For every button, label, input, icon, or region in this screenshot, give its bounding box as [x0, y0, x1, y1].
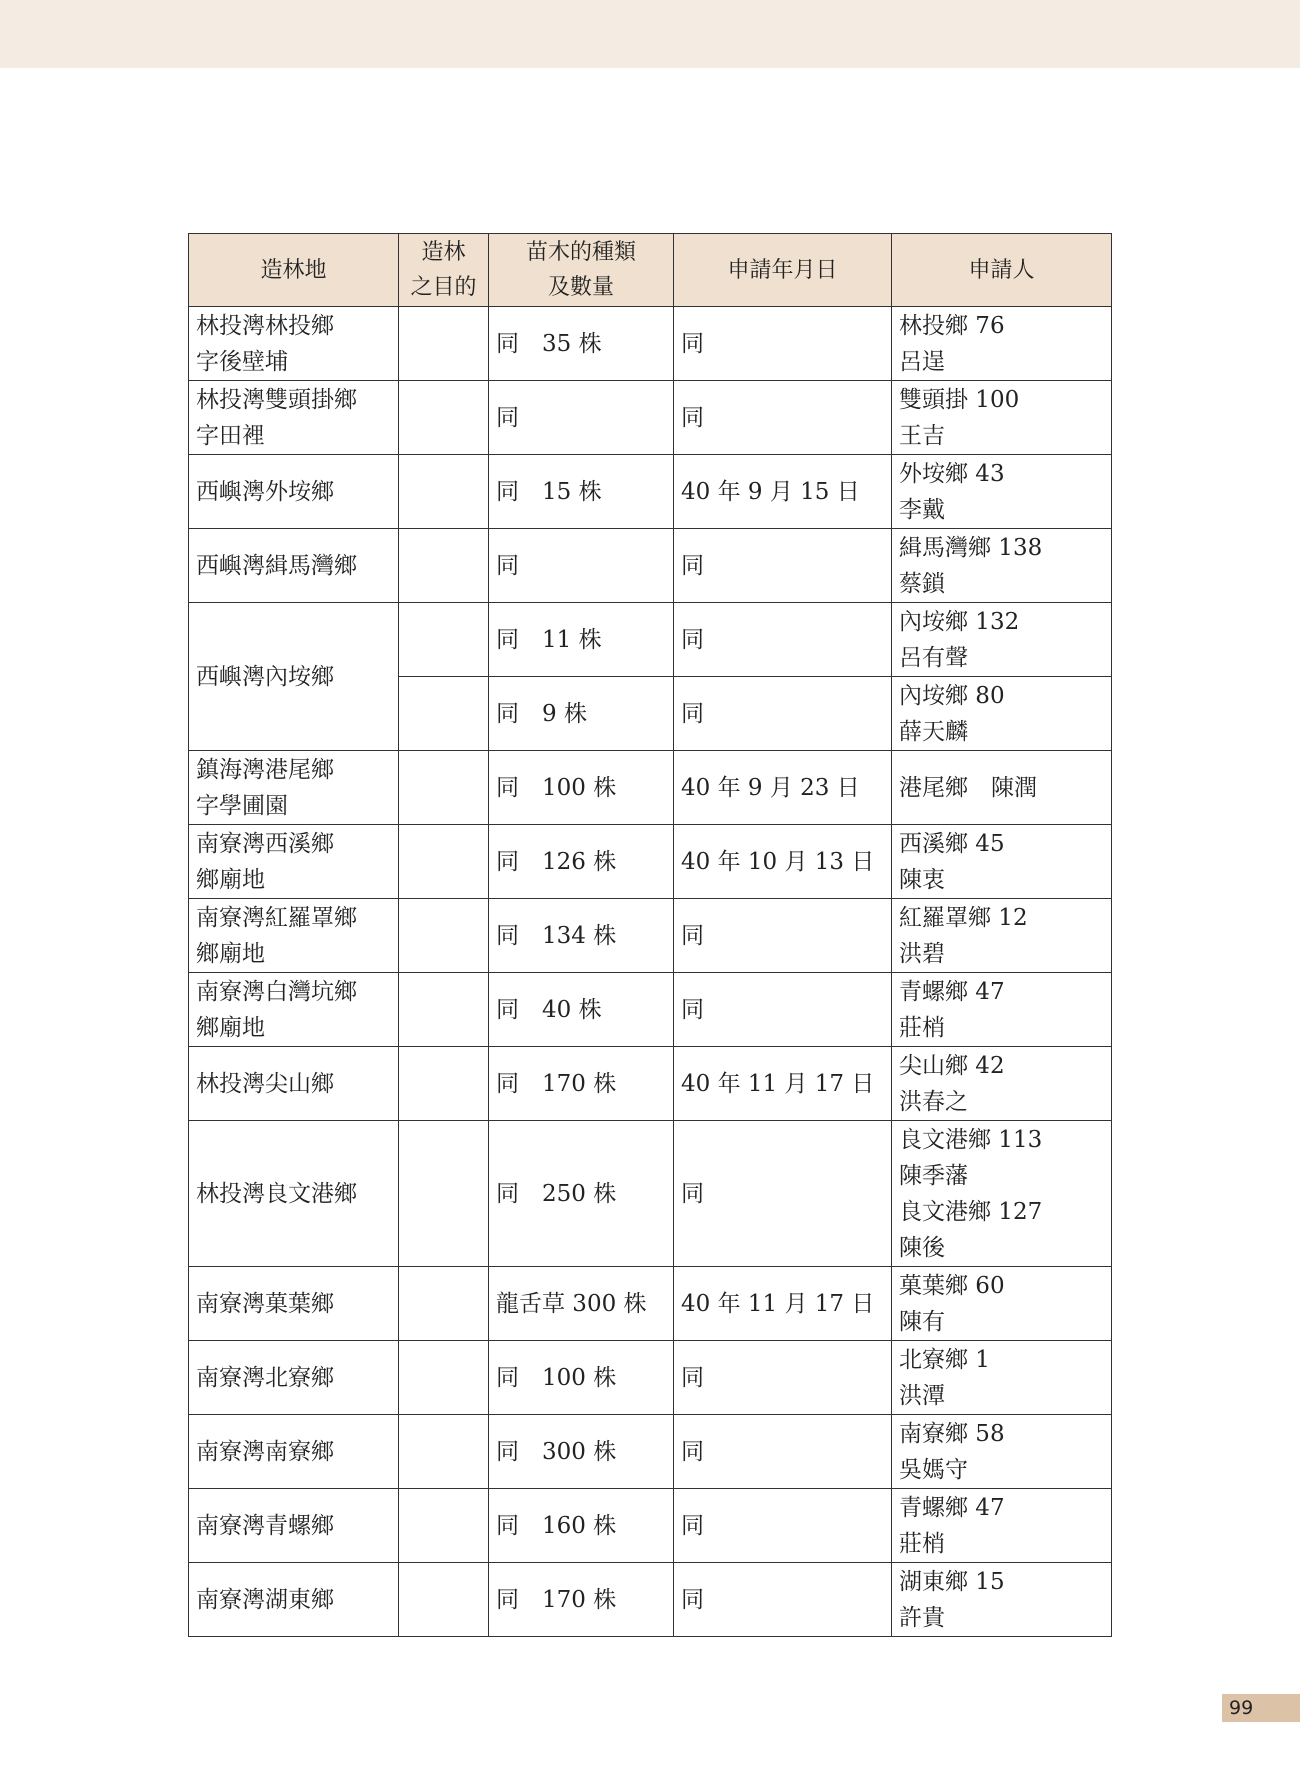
date-cell: 同 [674, 899, 892, 973]
table-row [189, 1047, 1112, 1121]
table-row [189, 1267, 1112, 1341]
date-cell: 同 [674, 1415, 892, 1489]
applicant-cell: 南寮鄉 58 吳媽守 [892, 1415, 1112, 1489]
table-row [189, 751, 1112, 825]
table-row [189, 603, 1112, 677]
applicant-cell: 青螺鄉 47 莊梢 [892, 973, 1112, 1047]
location-cell: 南寮澚白灣坑鄉 鄉廟地 [189, 973, 399, 1047]
table-row [189, 1563, 1112, 1637]
location-cell: 林投澚林投鄉 字後壁埔 [189, 307, 399, 381]
date-cell: 40 年 11 月 17 日 [674, 1047, 892, 1121]
purpose-cell [399, 1489, 489, 1563]
applicant-cell: 內垵鄉 132 呂有聲 [892, 603, 1112, 677]
date-cell: 40 年 9 月 23 日 [674, 751, 892, 825]
date-cell: 同 [674, 1121, 892, 1267]
date-cell: 同 [674, 973, 892, 1047]
date-cell: 同 [674, 529, 892, 603]
applicant-cell: 林投鄉 76 呂逞 [892, 307, 1112, 381]
applicant-cell: 雙頭掛 100 王吉 [892, 381, 1112, 455]
header-species: 苗木的種類 及數量 [489, 234, 674, 307]
page-number: 99 [1229, 1697, 1254, 1719]
applicant-cell: 港尾鄉 陳潤 [892, 751, 1112, 825]
location-cell: 南寮澚菓葉鄉 [189, 1267, 399, 1341]
species-cell: 同 250 株 [489, 1121, 674, 1267]
purpose-cell [399, 1563, 489, 1637]
table-row [189, 1121, 1112, 1267]
purpose-cell [399, 603, 489, 677]
date-cell: 同 [674, 1489, 892, 1563]
location-cell: 西嶼澚內垵鄉 [189, 603, 399, 751]
species-cell: 同 100 株 [489, 751, 674, 825]
applicant-cell: 湖東鄉 15 許貴 [892, 1563, 1112, 1637]
table-header-row [189, 234, 1112, 307]
date-cell: 40 年 10 月 13 日 [674, 825, 892, 899]
purpose-cell [399, 1121, 489, 1267]
species-cell: 同 134 株 [489, 899, 674, 973]
location-cell: 林投澚良文港鄉 [189, 1121, 399, 1267]
species-cell: 同 100 株 [489, 1341, 674, 1415]
purpose-cell [399, 677, 489, 751]
date-cell: 同 [674, 677, 892, 751]
afforestation-table [188, 233, 1112, 1637]
date-cell: 同 [674, 603, 892, 677]
location-cell: 西嶼澚緝馬灣鄉 [189, 529, 399, 603]
species-cell: 同 35 株 [489, 307, 674, 381]
date-cell: 同 [674, 1341, 892, 1415]
species-cell: 同 160 株 [489, 1489, 674, 1563]
purpose-cell [399, 1415, 489, 1489]
date-cell: 40 年 11 月 17 日 [674, 1267, 892, 1341]
applicant-cell: 西溪鄉 45 陳衷 [892, 825, 1112, 899]
species-cell: 同 300 株 [489, 1415, 674, 1489]
applicant-cell: 紅羅罩鄉 12 洪碧 [892, 899, 1112, 973]
species-cell: 同 [489, 381, 674, 455]
date-cell: 40 年 9 月 15 日 [674, 455, 892, 529]
species-cell: 同 [489, 529, 674, 603]
header-applicant: 申請人 [892, 234, 1112, 307]
location-cell: 南寮澚南寮鄉 [189, 1415, 399, 1489]
table-row [189, 307, 1112, 381]
applicant-cell: 外垵鄉 43 李戴 [892, 455, 1112, 529]
date-cell: 同 [674, 307, 892, 381]
location-cell: 林投澚雙頭掛鄉 字田裡 [189, 381, 399, 455]
table-row [189, 973, 1112, 1047]
purpose-cell [399, 1047, 489, 1121]
date-cell: 同 [674, 381, 892, 455]
species-cell: 同 170 株 [489, 1047, 674, 1121]
table-row [189, 529, 1112, 603]
location-cell: 南寮澚紅羅罩鄉 鄉廟地 [189, 899, 399, 973]
applicant-cell: 菓葉鄉 60 陳有 [892, 1267, 1112, 1341]
purpose-cell [399, 825, 489, 899]
purpose-cell [399, 1341, 489, 1415]
species-cell: 同 126 株 [489, 825, 674, 899]
purpose-cell [399, 455, 489, 529]
table-row [189, 825, 1112, 899]
applicant-cell: 緝馬灣鄉 138 蔡鎖 [892, 529, 1112, 603]
table-row [189, 455, 1112, 529]
location-cell: 林投澚尖山鄉 [189, 1047, 399, 1121]
location-cell: 西嶼澚外垵鄉 [189, 455, 399, 529]
table-row [189, 381, 1112, 455]
species-cell: 同 9 株 [489, 677, 674, 751]
location-cell: 南寮澚青螺鄉 [189, 1489, 399, 1563]
applicant-cell: 內垵鄉 80 薛天麟 [892, 677, 1112, 751]
header-date: 申請年月日 [674, 234, 892, 307]
species-cell: 同 40 株 [489, 973, 674, 1047]
purpose-cell [399, 973, 489, 1047]
header-band [0, 0, 1300, 68]
purpose-cell [399, 1267, 489, 1341]
species-cell: 同 170 株 [489, 1563, 674, 1637]
species-cell: 同 15 株 [489, 455, 674, 529]
header-location: 造林地 [189, 234, 399, 307]
header-purpose: 造林 之目的 [399, 234, 489, 307]
table-row [189, 1489, 1112, 1563]
purpose-cell [399, 899, 489, 973]
date-cell: 同 [674, 1563, 892, 1637]
table-row [189, 899, 1112, 973]
applicant-cell: 尖山鄉 42 洪春之 [892, 1047, 1112, 1121]
applicant-cell: 良文港鄉 113 陳季藩 良文港鄉 127 陳後 [892, 1121, 1112, 1267]
location-cell: 南寮澚湖東鄉 [189, 1563, 399, 1637]
location-cell: 鎮海澚港尾鄉 字學圃園 [189, 751, 399, 825]
applicant-cell: 青螺鄉 47 莊梢 [892, 1489, 1112, 1563]
table-row [189, 1415, 1112, 1489]
location-cell: 南寮澚西溪鄉 鄉廟地 [189, 825, 399, 899]
purpose-cell [399, 751, 489, 825]
species-cell: 龍舌草 300 株 [489, 1267, 674, 1341]
purpose-cell [399, 381, 489, 455]
applicant-cell: 北寮鄉 1 洪潭 [892, 1341, 1112, 1415]
purpose-cell [399, 529, 489, 603]
species-cell: 同 11 株 [489, 603, 674, 677]
table-row [189, 1341, 1112, 1415]
location-cell: 南寮澚北寮鄉 [189, 1341, 399, 1415]
purpose-cell [399, 307, 489, 381]
